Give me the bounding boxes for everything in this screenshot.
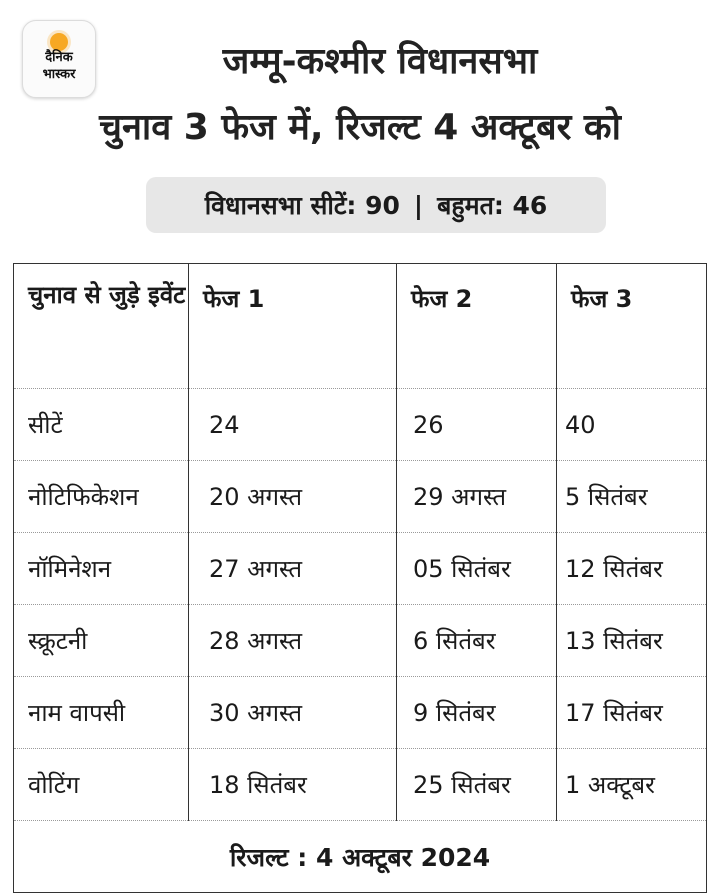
page-title-line-2: चुनाव 3 फेज में, रिजल्ट 4 अक्टूबर को — [99, 107, 621, 148]
phase-3-value: 12 सितंबर — [557, 533, 707, 605]
header — [0, 0, 720, 252]
event-name: सीटें — [14, 389, 189, 461]
phase-3-value: 13 सितंबर — [557, 605, 707, 677]
event-name: नॉमिनेशन — [14, 533, 189, 605]
header-phase-2: फेज 2 — [397, 264, 557, 389]
result-row — [14, 821, 707, 893]
phase-1-value: 20 अगस्त — [189, 461, 397, 533]
table-row — [14, 533, 707, 605]
phase-2-value: 29 अगस्त — [397, 461, 557, 533]
phase-3-value: 40 — [557, 389, 707, 461]
phase-2-value: 26 — [397, 389, 557, 461]
event-name: वोटिंग — [14, 749, 189, 821]
table-row — [14, 461, 707, 533]
logo-line-1: दैनिक — [45, 50, 73, 65]
seats-summary-badge — [146, 177, 606, 233]
event-name: स्क्रूटनी — [14, 605, 189, 677]
phase-1-value: 30 अगस्त — [189, 677, 397, 749]
event-name: नाम वापसी — [14, 677, 189, 749]
phase-3-value: 1 अक्टूबर — [557, 749, 707, 821]
election-schedule-table — [13, 263, 707, 893]
header-phase-3: फेज 3 — [557, 264, 707, 389]
table-row — [14, 605, 707, 677]
page-title-line-1: जम्मू-कश्मीर विधानसभा — [222, 41, 538, 82]
table-header-row — [14, 264, 707, 389]
phase-1-value: 27 अगस्त — [189, 533, 397, 605]
phase-1-value: 24 — [189, 389, 397, 461]
logo-line-2: भास्कर — [42, 67, 76, 82]
phase-3-value: 5 सितंबर — [557, 461, 707, 533]
result-date: रिजल्ट : 4 अक्टूबर 2024 — [14, 821, 707, 893]
phase-1-value: 18 सितंबर — [189, 749, 397, 821]
phase-1-value: 28 अगस्त — [189, 605, 397, 677]
majority-label: बहुमत: 46 — [437, 191, 548, 220]
header-events: चुनाव से जुड़े इवेंट — [14, 264, 189, 389]
table-row — [14, 389, 707, 461]
phase-2-value: 25 सितंबर — [397, 749, 557, 821]
table-row — [14, 749, 707, 821]
event-name: नोटिफिकेशन — [14, 461, 189, 533]
total-seats-label: विधानसभा सीटें: 90 — [204, 191, 400, 220]
separator: | — [413, 190, 424, 220]
header-phase-1: फेज 1 — [189, 264, 397, 389]
table-row — [14, 677, 707, 749]
phase-2-value: 9 सितंबर — [397, 677, 557, 749]
phase-2-value: 05 सितंबर — [397, 533, 557, 605]
phase-2-value: 6 सितंबर — [397, 605, 557, 677]
phase-3-value: 17 सितंबर — [557, 677, 707, 749]
